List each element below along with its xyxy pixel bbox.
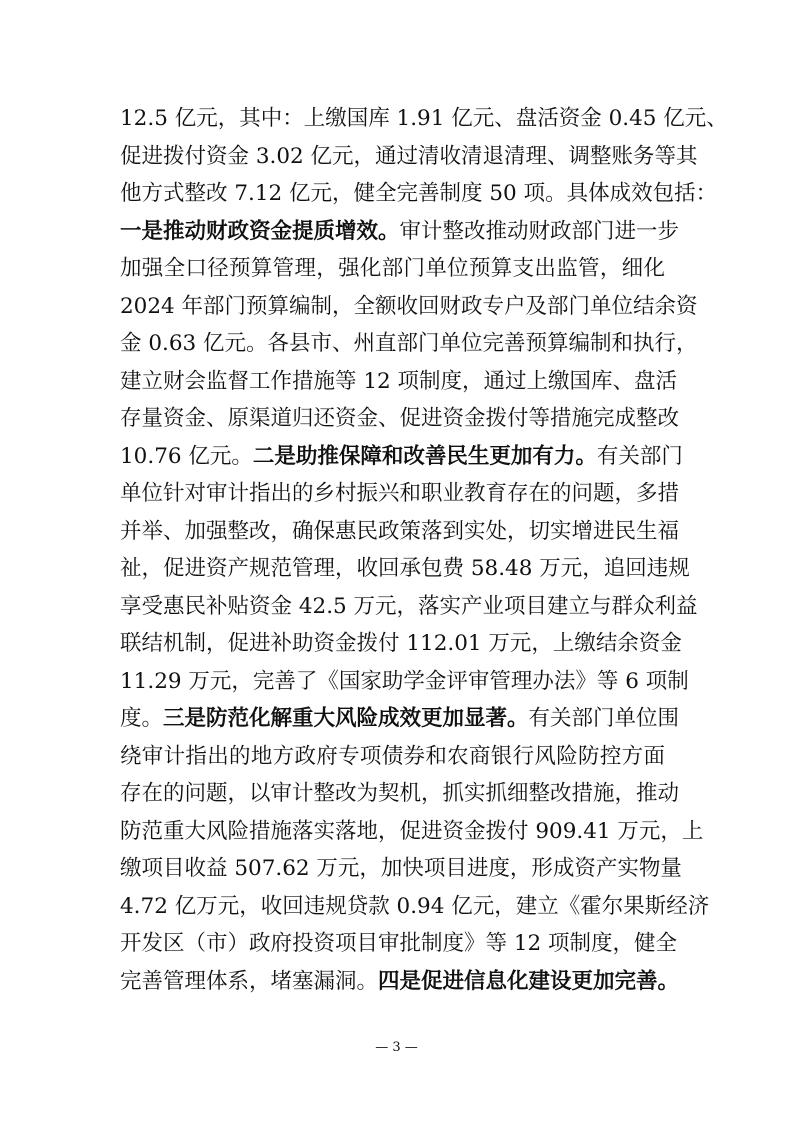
text-run: 存在的问题，以审计整改为契机，抓实抓细整改措施，推动 [120,781,680,806]
text-line [120,892,710,922]
text-run: 4.72 亿万元，收回违规贷款 0.94 亿元，建立《霍尔果斯经济 [120,893,710,919]
text-run: 度。 [120,706,164,731]
text-run: 联结机制，促进补助资金拨付 112.01 万元，上缴结余资金 [120,631,682,656]
text-run: 金 0.63 亿元。各县市、州直部门单位完善预算编制和执行， [120,331,698,356]
text-run: 享受惠民补贴资金 42.5 万元，落实产业项目建立与群众利益 [120,593,698,619]
text-run: 审计整改推动财政部门进一步 [399,218,680,244]
bold-heading-run: 一是推动财政资金提质增效。 [120,218,400,244]
text-line [120,817,704,847]
bold-heading-run: 四是促进信息化建设更加完善。 [378,968,680,994]
text-line [120,554,690,584]
text-line [120,254,665,284]
text-line [120,367,678,397]
text-run: 祉，促进资产规范管理，收回承包费 58.48 万元，追回违规 [120,556,690,581]
text-run: 防范重大风险措施落实落地，促进资金拨付 909.41 万元，上 [120,818,704,844]
text-line [120,629,682,659]
text-line [120,742,665,772]
bold-heading-run: 三是防范化解重大风险成效更加显著。 [163,706,529,731]
text-line [120,967,680,997]
text-run: 有关部门单位围 [528,706,680,731]
text-line [120,217,680,247]
text-line [120,779,680,809]
text-run: 10.76 亿元。 [120,443,253,469]
text-run: 有关部门 [596,443,683,469]
page-number: — 3 — [375,1040,418,1055]
text-run: 加强全口径预算管理，强化部门单位预算支出监管，细化 [120,256,665,281]
text-run: 促进拨付资金 3.02 亿元，通过清收清退清理、调整账务等其 [120,143,698,169]
text-line [120,104,728,134]
text-run: 建立财会监督工作措施等 12 项制度，通过上缴国库、盘活 [120,368,678,394]
text-line [120,179,718,209]
text-line [120,329,698,359]
text-run: 11.29 万元，完善了《国家助学金评审管理办法》等 6 项制 [120,668,689,694]
text-line [120,854,682,884]
text-run: 缴项目收益 507.62 万元，加快项目进度，形成资产实物量 [120,856,682,881]
text-run: 绕审计指出的地方政府专项债券和农商银行风险防控方面 [120,743,665,769]
bold-heading-run: 二是助推保障和改善民生更加有力。 [252,443,597,469]
text-run: 存量资金、原渠道归还资金、促进资金拨付等措施完成整改 [120,406,680,431]
text-line [120,592,698,622]
text-line [120,929,678,959]
text-line [120,404,680,434]
text-line [120,704,680,734]
text-run: 开发区（市）政府投资项目审批制度》等 12 项制度，健全 [120,931,678,956]
text-run: 完善管理体系，堵塞漏洞。 [120,968,379,994]
text-run: 并举、加强整改，确保惠民政策落到实处，切实增进民生福 [120,518,680,544]
text-line [120,479,680,509]
text-line [120,142,698,172]
text-line [120,292,698,322]
text-run: 他方式整改 7.12 亿元，健全完善制度 50 项。具体成效包括： [120,181,718,206]
text-line [120,442,683,472]
text-run: 12.5 亿元，其中：上缴国库 1.91 亿元、盘活资金 0.45 亿元、 [120,106,728,131]
text-run: 单位针对审计指出的乡村振兴和职业教育存在的问题，多措 [120,481,680,506]
text-run: 2024 年部门预算编制，全额收回财政专户及部门单位结余资 [120,293,698,319]
text-line [120,517,680,547]
text-line [120,667,689,697]
